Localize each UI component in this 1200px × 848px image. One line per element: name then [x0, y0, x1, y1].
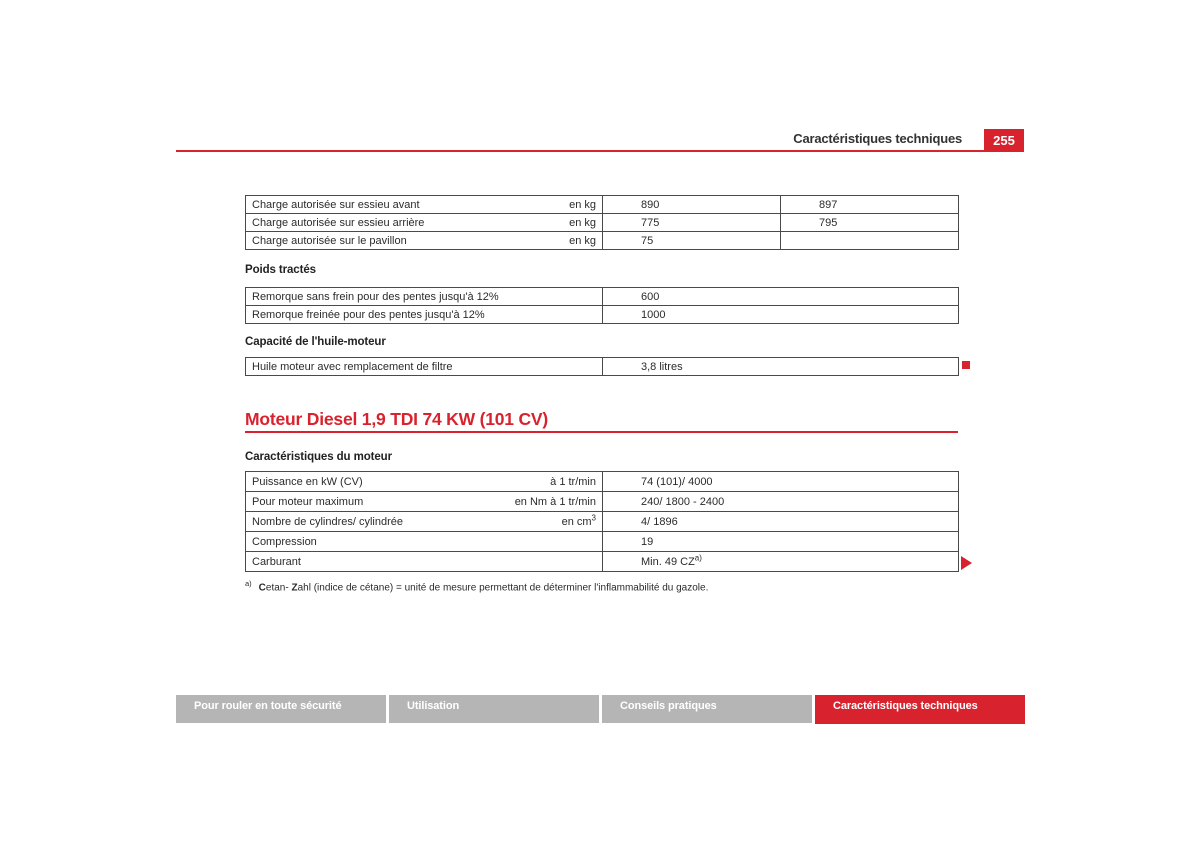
row-label: Remorque sans frein pour des pentes jusqu'à 12%	[246, 288, 603, 306]
row-value: 600	[603, 288, 959, 306]
engine-section-title: Moteur Diesel 1,9 TDI 74 KW (101 CV)	[245, 409, 549, 429]
table-row	[246, 214, 959, 232]
engine-title-rule	[245, 431, 958, 433]
red-square-marker-icon	[962, 361, 970, 369]
row-value: 74 (101)/ 4000	[603, 472, 959, 492]
nav-tab-pour-rouler-en-toute-securite[interactable]: Pour rouler en toute sécurité	[176, 695, 386, 723]
row-label: Remorque freinée pour des pentes jusqu'à 12%	[246, 306, 603, 324]
section-nav-bar	[176, 695, 1025, 723]
row-label: Puissance en kW (CV)	[252, 475, 363, 488]
row-label: Carburant	[252, 555, 301, 568]
row-value: 3,8 litres	[603, 358, 959, 376]
row-value-2: 795	[781, 214, 959, 232]
footnote-text: (indice de cétane) = unité de mesure permettant de déterminer l'inflammabilité du gazole.	[313, 582, 709, 594]
continuation-arrow-icon	[961, 556, 972, 570]
table-row	[246, 552, 959, 572]
section-heading-towed-weights: Poids tractés	[245, 264, 316, 276]
row-unit: en kg	[569, 234, 596, 247]
section-heading-oil-capacity: Capacité de l'huile-moteur	[245, 336, 386, 348]
row-label: Nombre de cylindres/ cylindrée	[252, 515, 404, 528]
row-label: Compression	[252, 535, 317, 548]
table-row	[246, 472, 959, 492]
row-unit: en Nm à 1 tr/min	[514, 495, 596, 508]
nav-tab-conseils-pratiques[interactable]: Conseils pratiques	[602, 695, 812, 723]
table-row	[246, 196, 959, 214]
row-value-2	[781, 232, 959, 250]
nav-tab-utilisation[interactable]: Utilisation	[389, 695, 599, 723]
table-row	[246, 532, 959, 552]
footnote: $^{a)}$ Cetan- Zahl (indice de cétane) = unité de mesure permettant de déterminer l'inflammabilité du gazole.	[245, 579, 709, 594]
section-heading-engine-characteristics: Caractéristiques du moteur	[245, 451, 392, 463]
row-label: Pour moteur maximum	[252, 495, 364, 508]
footnote-marker: a)	[245, 579, 252, 588]
page-number-badge: 255	[984, 129, 1024, 151]
row-value: 1000	[603, 306, 959, 324]
page-title: Caractéristiques techniques	[793, 131, 962, 146]
row-value-1: 775	[603, 214, 781, 232]
row-value-1: 890	[603, 196, 781, 214]
table-row	[246, 512, 959, 532]
table-row	[246, 232, 959, 250]
row-unit: en kg	[569, 198, 596, 211]
row-label: Charge autorisée sur le pavillon	[252, 234, 407, 247]
axle-load-table	[245, 195, 959, 250]
row-value-2: 897	[781, 196, 959, 214]
header-rule	[176, 150, 1024, 152]
table-row	[246, 306, 959, 324]
row-value: 19	[603, 532, 959, 552]
table-row	[246, 492, 959, 512]
engine-characteristics-table	[245, 471, 959, 572]
oil-capacity-table	[245, 357, 959, 376]
row-value: Min. 49 CZ$^{a)}$	[603, 552, 959, 572]
row-label: Huile moteur avec remplacement de filtre	[246, 358, 603, 376]
row-unit: en $cm^3$	[561, 512, 596, 528]
row-unit: en kg	[569, 216, 596, 229]
towed-weights-table	[245, 287, 959, 324]
nav-tab-caracteristiques-techniques[interactable]: Caractéristiques techniques	[815, 695, 1025, 724]
row-value: 240/ 1800 - 2400	[603, 492, 959, 512]
row-label: Charge autorisée sur essieu arrière	[252, 216, 425, 229]
row-unit: à 1 tr/min	[550, 475, 596, 488]
row-value: 4/ 1896	[603, 512, 959, 532]
table-row	[246, 358, 959, 376]
row-label: Charge autorisée sur essieu avant	[252, 198, 420, 211]
row-value-1: 75	[603, 232, 781, 250]
table-row	[246, 288, 959, 306]
